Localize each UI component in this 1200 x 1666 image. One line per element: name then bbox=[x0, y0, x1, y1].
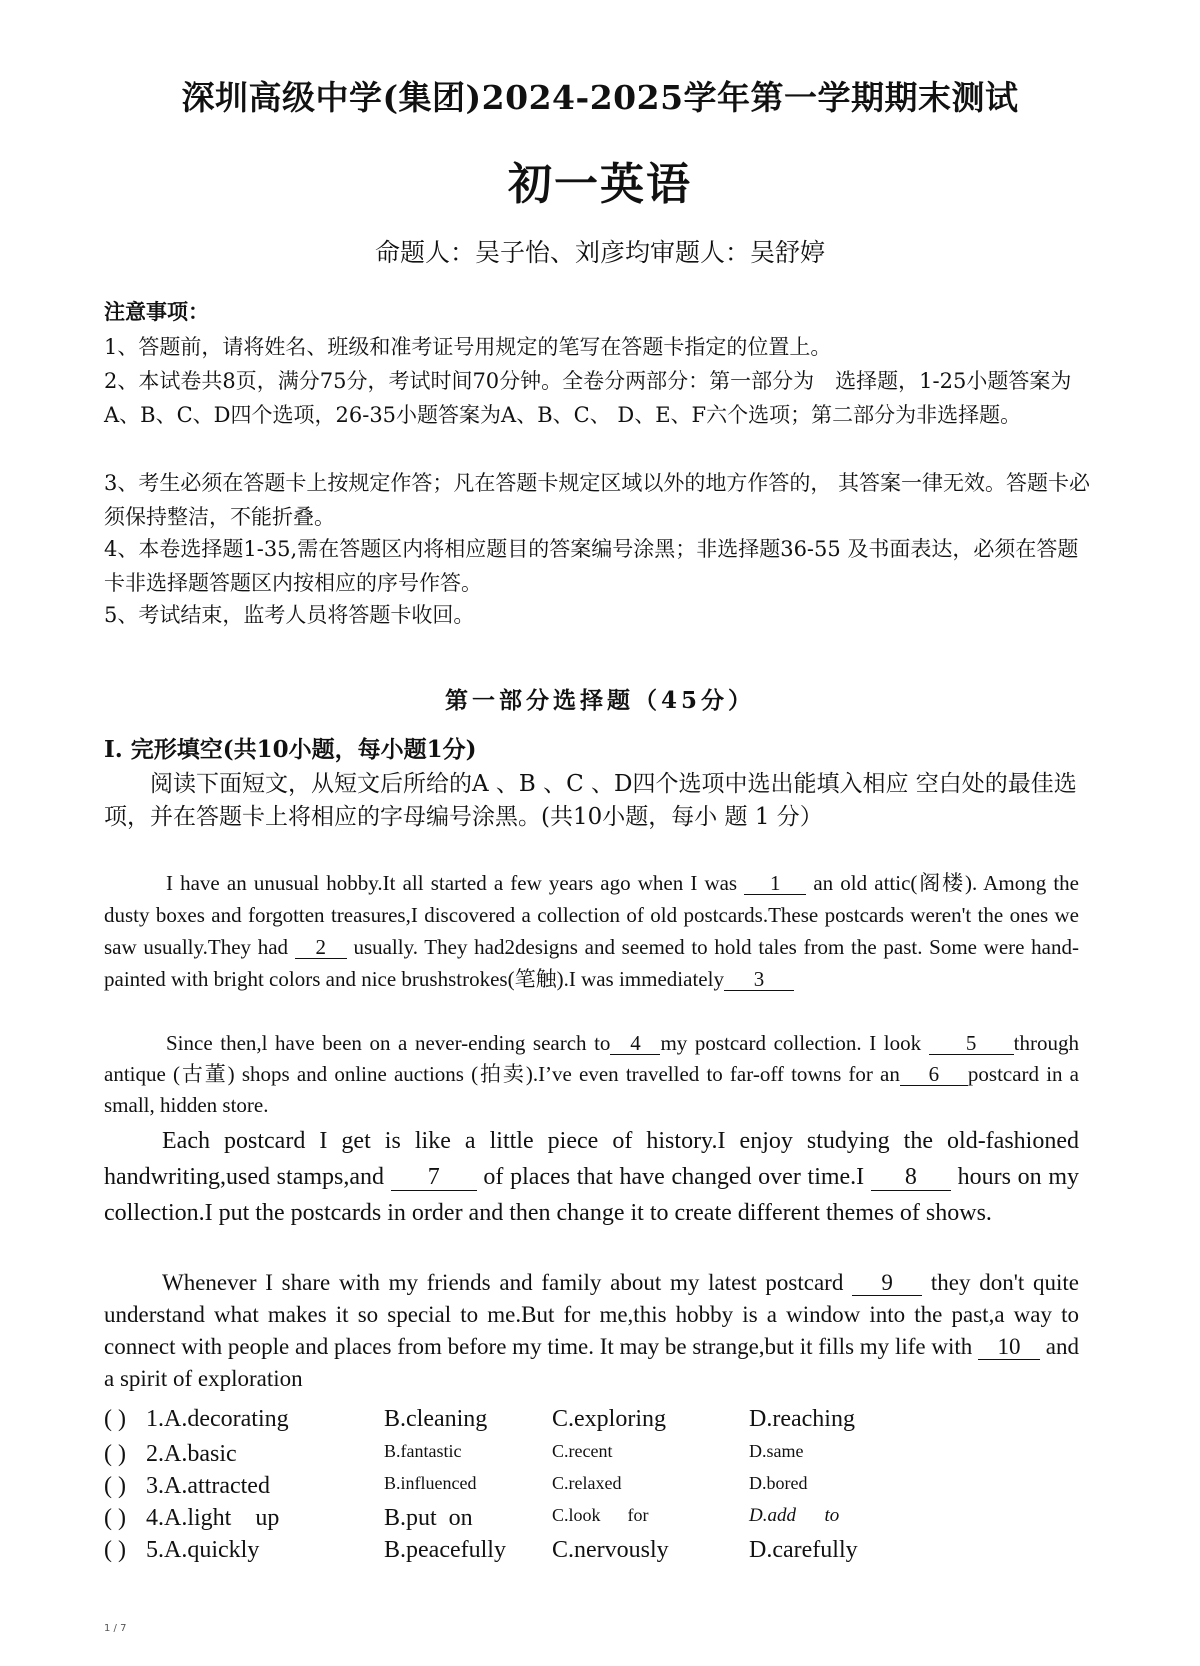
answer-paren: ( ) bbox=[104, 1441, 126, 1467]
option-d: D.bored bbox=[749, 1473, 808, 1493]
passage-text: they don't quite understand what makes it so special to me.But for me,this hobby is a window into the past,a way to connect with people and places from before my time. It may be strange,but it fills my life with bbox=[104, 1270, 1079, 1359]
question-row bbox=[104, 1406, 1004, 1438]
note-item: 3、考生必须在答题卡上按规定作答；凡在答题卡规定区域以外的地方作答的， 其答案一律无效。答题卡必须保持整洁，不能折叠。 bbox=[104, 471, 1091, 529]
option-c: C.nervously bbox=[552, 1537, 669, 1563]
passage-text: and a spirit of exploration bbox=[104, 1334, 1079, 1391]
passage-text: through antique (古董) shops and online auctions (拍卖).I’ve even travelled to far-off towns for an bbox=[104, 1031, 1079, 1086]
school-exam-title: 深圳高级中学(集团)2024-2025学年第一学期期末测试 bbox=[181, 78, 1019, 117]
option-b: B.put on bbox=[384, 1505, 473, 1531]
question-row bbox=[104, 1505, 1004, 1537]
answer-paren: ( ) bbox=[104, 1537, 126, 1563]
option-b: B.fantastic bbox=[384, 1441, 462, 1461]
passage-text: an old attic(阁楼). Among the dusty boxes and forgotten treasures,I discovered a collection of old postcards.These postcards weren't the ones we saw usually.They had bbox=[104, 871, 1079, 959]
authors-line: 命题人：吴子怡、刘彦均审题人：吴舒婷 bbox=[374, 238, 825, 267]
question-row bbox=[104, 1473, 1004, 1505]
passage-text: postcard in a small, hidden store. bbox=[104, 1062, 1080, 1117]
blank-9: 9 bbox=[852, 1271, 922, 1296]
answer-paren: ( ) bbox=[104, 1505, 126, 1531]
option-a: 3.A.attracted bbox=[146, 1473, 270, 1499]
note-item: 4、本卷选择题1-35,需在答题区内将相应题目的答案编号涂黑；非选择题36-55 及书面表达，必须在答题卡非选择题答题区内按相应的序号作答。 bbox=[104, 537, 1079, 595]
blank-8: 8 bbox=[871, 1165, 951, 1191]
option-d: D.reaching bbox=[749, 1406, 855, 1432]
cloze-instructions: 阅读下面短文，从短文后所给的A 、B 、C 、D四个选项中选出能填入相应 空白处的最佳选项，并在答题卡上将相应的字母编号涂黑。(共10小题，每小 题 1 分） bbox=[104, 771, 1077, 830]
option-b: B.influenced bbox=[384, 1473, 477, 1493]
blank-4: 4 bbox=[610, 1032, 660, 1055]
option-a: 2.A.basic bbox=[146, 1441, 237, 1467]
passage-text: hours on my collection.I put the postcards in order and then change it to create different themes of shows. bbox=[104, 1164, 1080, 1226]
note-item: 2、本试卷共8页，满分75分，考试时间70分钟。全卷分两部分：第一部分为 选择题，1-25小题答案为A、B、C、D四个选项，26-35小题答案为A、B、C、 D、E、F六个选项；第二部分为非选择题。 bbox=[104, 369, 1072, 427]
option-a: 1.A.decorating bbox=[146, 1406, 289, 1432]
passage-text: Since then,l have been on a never-ending search to bbox=[166, 1031, 611, 1055]
option-d: D.add to bbox=[749, 1505, 840, 1526]
cloze-section-title: I. 完形填空(共10小题，每小题1分) bbox=[104, 736, 477, 763]
notes-heading: 注意事项： bbox=[104, 299, 209, 324]
option-c: C.recent bbox=[552, 1441, 613, 1461]
answer-paren: ( ) bbox=[104, 1406, 126, 1432]
option-c: C.look for bbox=[552, 1505, 649, 1525]
passage-paragraph-2 bbox=[104, 1028, 1079, 1121]
option-d: D.carefully bbox=[749, 1537, 858, 1563]
passage-text: Whenever I share with my friends and family about my latest postcard bbox=[162, 1270, 853, 1295]
blank-6: 6 bbox=[900, 1063, 968, 1086]
blank-2: 2 bbox=[295, 936, 347, 959]
passage-text: of places that have changed over time.I bbox=[476, 1164, 871, 1190]
option-a: 5.A.quickly bbox=[146, 1537, 260, 1563]
blank-3: 3 bbox=[724, 968, 794, 991]
question-row bbox=[104, 1441, 1004, 1473]
blank-10: 10 bbox=[978, 1335, 1040, 1360]
option-b: B.peacefully bbox=[384, 1537, 506, 1563]
passage-text: usually. They had2designs and seemed to hold tales from the past. Some were hand-painted with bright colors and nice brushstrokes(笔触).I was immediately bbox=[104, 935, 1079, 991]
option-c: C.exploring bbox=[552, 1406, 666, 1432]
option-a: 4.A.light up bbox=[146, 1505, 280, 1531]
part-one-heading: 第一部分选择题（45分） bbox=[444, 687, 755, 714]
passage-text: I have an unusual hobby.It all started a few years ago when I was bbox=[166, 871, 745, 895]
subject-title: 初一英语 bbox=[508, 159, 692, 210]
passage-paragraph-1 bbox=[104, 867, 1079, 995]
passage-text: Each postcard I get is like a little piece of history.I enjoy studying the old-fashioned handwriting,used stamps,and bbox=[104, 1128, 1079, 1190]
option-c: C.relaxed bbox=[552, 1473, 622, 1493]
answer-paren: ( ) bbox=[104, 1473, 126, 1499]
note-item: 5、考试结束，监考人员将答题卡收回。 bbox=[104, 603, 475, 627]
note-item: 1、答题前，请将姓名、班级和准考证号用规定的笔写在答题卡指定的位置上。 bbox=[104, 335, 832, 359]
option-b: B.cleaning bbox=[384, 1406, 488, 1432]
passage-text: my postcard collection. I look bbox=[660, 1031, 929, 1055]
option-d: D.same bbox=[749, 1441, 804, 1461]
page-number: 1 / 7 bbox=[104, 1623, 127, 1634]
blank-7: 7 bbox=[391, 1165, 477, 1191]
passage-paragraph-3 bbox=[104, 1123, 1079, 1231]
passage-paragraph-4 bbox=[104, 1267, 1079, 1395]
question-row bbox=[104, 1537, 1004, 1569]
blank-1: 1 bbox=[744, 872, 806, 895]
blank-5: 5 bbox=[929, 1032, 1014, 1055]
